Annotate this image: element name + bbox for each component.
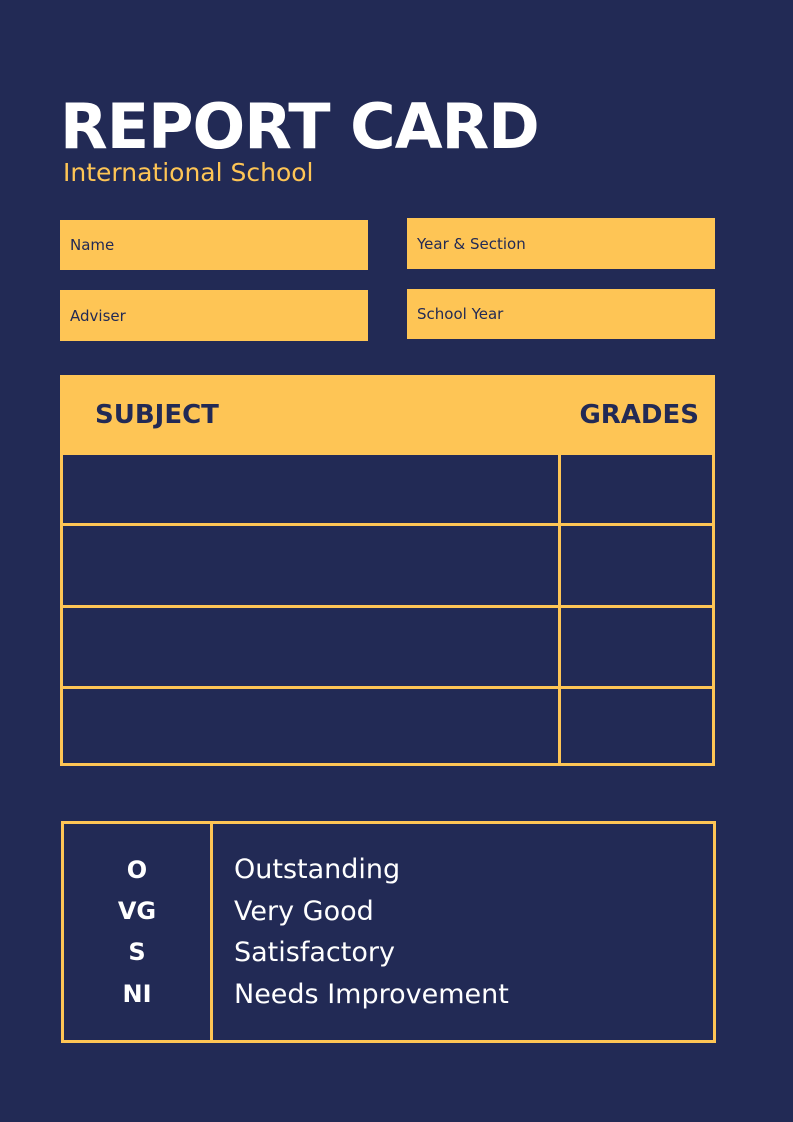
legend-code: VG <box>117 897 157 925</box>
grading-legend <box>61 821 716 1043</box>
table-row <box>60 689 715 766</box>
legend-label: Outstanding <box>234 854 401 885</box>
subject-header: SUBJECT <box>95 400 219 430</box>
school-year-field[interactable]: School Year <box>407 289 715 339</box>
table-row <box>60 455 715 526</box>
table-row <box>60 608 715 689</box>
legend-label: Very Good <box>234 896 374 927</box>
legend-label: Needs Improvement <box>234 979 509 1010</box>
legend-code: NI <box>122 980 152 1008</box>
legend-code: O <box>126 856 148 884</box>
legend-code: S <box>128 938 146 966</box>
adviser-field[interactable]: Adviser <box>60 290 368 341</box>
page-title: REPORT CARD <box>60 90 539 163</box>
grades-table-header <box>60 375 715 455</box>
grades-header: GRADES <box>579 400 699 430</box>
name-field[interactable]: Name <box>60 220 368 270</box>
legend-label: Satisfactory <box>234 937 395 968</box>
year-section-field[interactable]: Year & Section <box>407 218 715 269</box>
school-name: International School <box>63 158 314 187</box>
table-row <box>60 526 715 608</box>
